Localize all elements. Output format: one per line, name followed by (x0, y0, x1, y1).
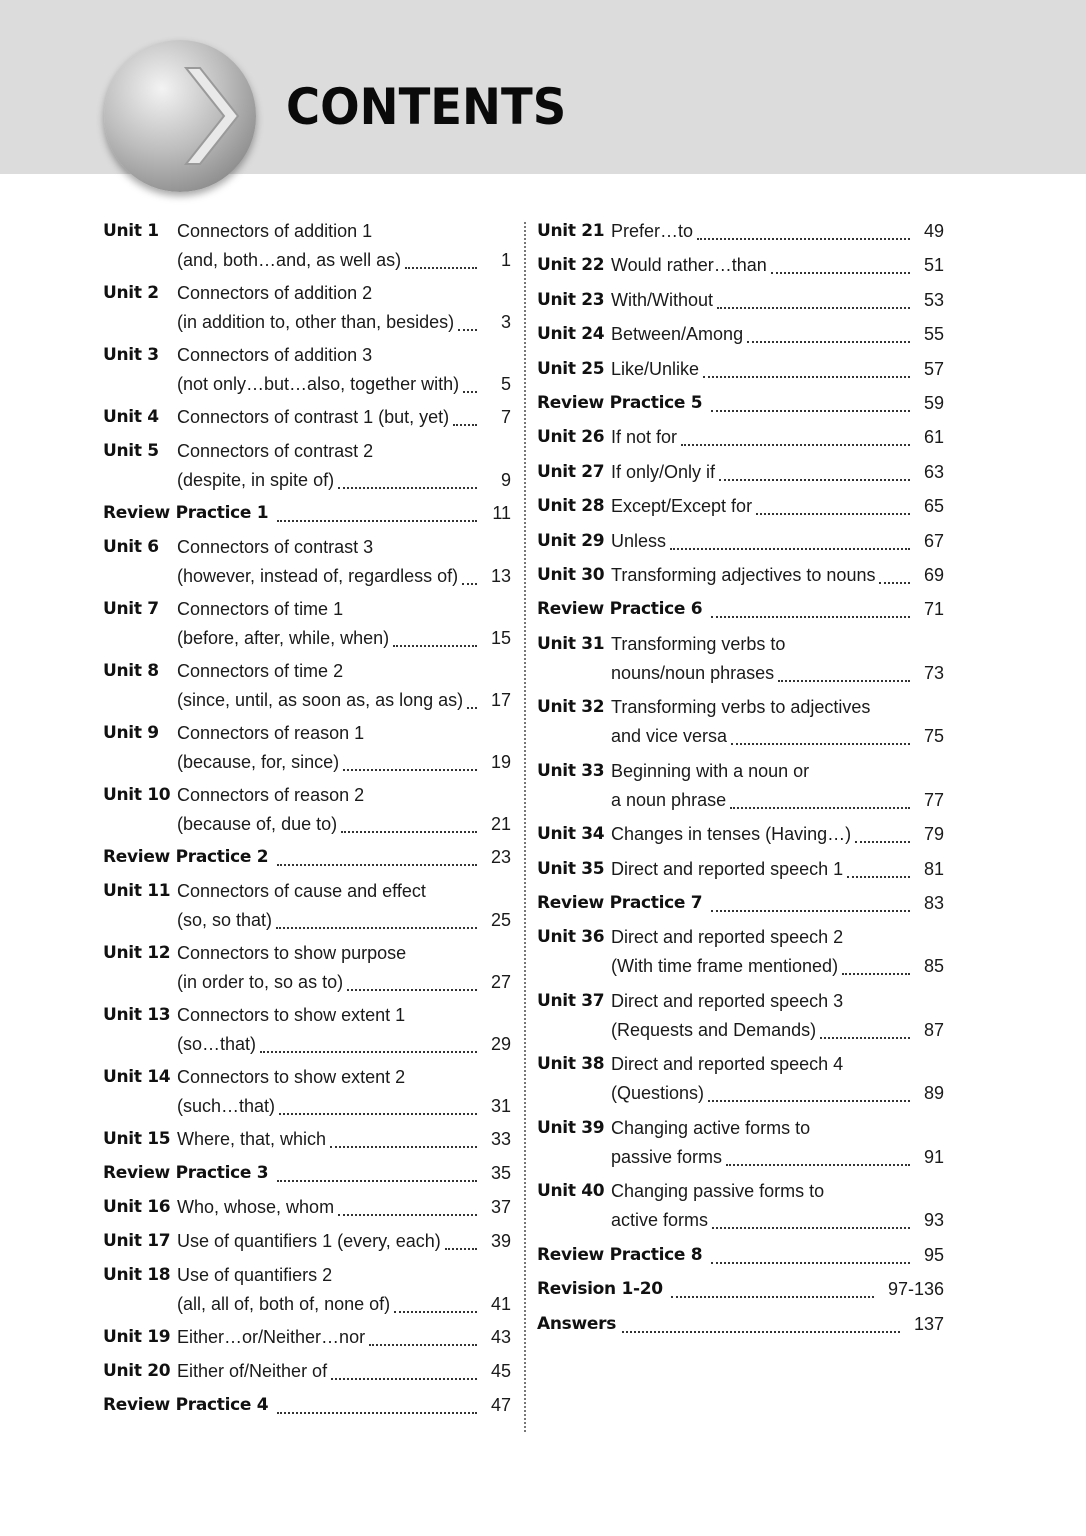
dot-leader (462, 583, 477, 585)
toc-entry-title: Except/Except for (611, 496, 753, 517)
toc-entry-label: Unit 8 (103, 661, 159, 681)
toc-entry-label: Answers (537, 1313, 617, 1334)
toc-entry-title: Connectors of contrast 3 (177, 537, 374, 557)
toc-entry[interactable] (537, 1114, 944, 1178)
dot-leader (463, 391, 477, 393)
toc-entry-label: Unit 1 (103, 221, 159, 241)
toc-entry[interactable] (537, 1050, 944, 1114)
toc-entry-page: 47 (490, 1395, 511, 1415)
toc-entry-page: 59 (923, 392, 944, 413)
toc-entry[interactable] (537, 1275, 944, 1309)
toc-entry-label: Unit 12 (103, 943, 171, 963)
dot-leader (453, 424, 477, 426)
toc-entry-title: (because of, due to) (177, 814, 338, 834)
toc-entry-page: 39 (490, 1231, 511, 1251)
toc-entry-label: Unit 2 (103, 283, 159, 303)
dot-leader (855, 841, 910, 843)
toc-entry-page: 33 (490, 1129, 511, 1149)
toc-entry-label: Unit 13 (103, 1005, 171, 1025)
toc-entry[interactable] (103, 1001, 511, 1063)
toc-entry-title: Would rather…than (611, 255, 767, 276)
toc-entry-page: 81 (923, 858, 944, 879)
toc-entry-title: (before, after, while, when) (177, 628, 390, 648)
dot-leader (719, 479, 910, 481)
toc-entry[interactable] (537, 820, 944, 854)
toc-entry-title: Unless (611, 530, 667, 551)
toc-entry-page: 67 (923, 530, 944, 551)
toc-entry-label: Unit 38 (537, 1054, 605, 1075)
toc-entry-title: (however, instead of, regardless of) (177, 566, 459, 586)
toc-entry-page: 61 (923, 427, 944, 448)
toc-entry-title: a noun phrase (611, 789, 727, 810)
page-title: CONTENTS (286, 78, 567, 136)
toc-entry-label: Review Practice 7 (537, 892, 703, 913)
dot-leader (458, 329, 477, 331)
toc-entry-title: Connectors to show extent 2 (177, 1067, 406, 1087)
toc-entry-page: 31 (490, 1096, 511, 1116)
toc-entry[interactable] (537, 423, 944, 457)
toc-entry-label: Unit 30 (537, 564, 605, 585)
toc-entry-label: Unit 4 (103, 407, 159, 427)
dot-leader (708, 1100, 910, 1102)
toc-entry-page: 95 (923, 1244, 944, 1265)
toc-entry[interactable] (103, 217, 511, 279)
dot-leader (747, 341, 910, 343)
toc-entry-label: Unit 19 (103, 1327, 171, 1347)
toc-entry-title: (so, so that) (177, 910, 273, 930)
toc-entry-title: (all, all of, both of, none of) (177, 1294, 391, 1314)
toc-entry-title: (because, for, since) (177, 752, 340, 772)
toc-entry-page: 9 (500, 470, 511, 490)
toc-entry-label: Review Practice 2 (103, 847, 269, 867)
toc-entry-label: Unit 27 (537, 461, 605, 482)
toc-entry-page: 65 (923, 496, 944, 517)
dot-leader (671, 1296, 874, 1298)
toc-entry-page: 49 (923, 221, 944, 241)
toc-entry-title: Beginning with a noun or (611, 760, 810, 781)
toc-entry[interactable] (103, 1391, 511, 1425)
toc-entry-title: (Requests and Demands) (611, 1019, 817, 1040)
dot-leader (711, 410, 910, 412)
toc-entry[interactable] (103, 595, 511, 657)
toc-entry[interactable] (103, 403, 511, 437)
toc-entry-page: 137 (913, 1313, 944, 1334)
toc-entry-label: Unit 40 (537, 1181, 605, 1202)
toc-entry[interactable] (103, 719, 511, 781)
toc-entry-title: Changing active forms to (611, 1117, 811, 1138)
toc-entry-title: (not only…but…also, together with) (177, 374, 460, 394)
toc-entry-title: Connectors of time 2 (177, 661, 344, 681)
dot-leader (393, 645, 477, 647)
dot-leader (712, 1227, 910, 1229)
dot-leader (670, 548, 910, 550)
column-divider (524, 222, 526, 1432)
toc-entry-title: Connectors of addition 3 (177, 345, 373, 365)
toc-entry[interactable] (537, 527, 944, 561)
toc-entry-title: Connectors of reason 1 (177, 723, 365, 743)
dot-leader (847, 876, 910, 878)
toc-entry-title: active forms (611, 1210, 709, 1231)
dot-leader (405, 267, 477, 269)
toc-entry-page: 53 (923, 289, 944, 310)
toc-entry-title: Direct and reported speech 2 (611, 927, 844, 948)
dot-leader (277, 520, 477, 522)
toc-entry-label: Unit 16 (103, 1197, 171, 1217)
toc-entry-label: Unit 5 (103, 441, 159, 461)
toc-entry-title: Where, that, which (177, 1129, 327, 1149)
toc-entry-title: (so…that) (177, 1034, 257, 1054)
toc-entry-label: Unit 32 (537, 697, 605, 718)
toc-entry-page: 15 (490, 628, 511, 648)
toc-entry-page: 27 (490, 972, 511, 992)
toc-entry-label: Unit 20 (103, 1361, 171, 1381)
toc-entry-title: (such…that) (177, 1096, 276, 1116)
toc-entry-label: Unit 34 (537, 824, 605, 845)
dot-leader (347, 989, 477, 991)
dot-leader (277, 864, 477, 866)
toc-entry-label: Unit 26 (537, 427, 605, 448)
dot-leader (697, 238, 910, 240)
toc-entry-title: Connectors of contrast 2 (177, 441, 374, 461)
toc-entry-label: Review Practice 3 (103, 1163, 269, 1183)
toc-entry-label: Review Practice 4 (103, 1395, 269, 1415)
dot-leader (711, 1262, 910, 1264)
toc-entry-title: Connectors of time 1 (177, 599, 344, 619)
toc-entry[interactable] (537, 1177, 944, 1241)
toc-entry-page: 11 (492, 503, 511, 523)
toc-entry-title: Either of/Neither of (177, 1361, 328, 1381)
dot-leader (703, 376, 910, 378)
toc-entry-page: 7 (500, 407, 511, 427)
toc-entry-page: 51 (923, 255, 944, 276)
toc-entry-title: Connectors of addition 1 (177, 221, 373, 241)
toc-entry-label: Unit 35 (537, 858, 605, 879)
toc-entry[interactable] (103, 499, 511, 533)
dot-leader (338, 487, 477, 489)
toc-entry-title: (in addition to, other than, besides) (177, 312, 455, 332)
toc-entry-title: Who, whose, whom (177, 1197, 335, 1217)
toc-entry-page: 69 (923, 564, 944, 585)
toc-entry[interactable] (537, 855, 944, 889)
toc-entry-title: Direct and reported speech 1 (611, 858, 844, 879)
toc-entry[interactable] (537, 923, 944, 987)
toc-entry-label: Unit 37 (537, 990, 605, 1011)
toc-entry-title: (in order to, so as to) (177, 972, 344, 992)
toc-entry-title: Connectors of addition 2 (177, 283, 373, 303)
toc-entry-title: Use of quantifiers 1 (every, each) (177, 1231, 441, 1251)
dot-leader (879, 582, 910, 584)
toc-entry[interactable] (537, 389, 944, 423)
toc-entry[interactable] (103, 341, 511, 403)
toc-entry-title: (With time frame mentioned) (611, 956, 839, 977)
toc-entry-label: Unit 29 (537, 530, 605, 551)
toc-entry-title: Changes in tenses (Having…) (611, 824, 852, 845)
dot-leader (338, 1214, 477, 1216)
dot-leader (820, 1037, 910, 1039)
dot-leader (260, 1051, 477, 1053)
dot-leader (711, 910, 910, 912)
toc-entry[interactable] (537, 217, 944, 251)
toc-entry-page: 79 (923, 824, 944, 845)
toc-entry-page: 89 (923, 1083, 944, 1104)
toc-entry-title: passive forms (611, 1146, 723, 1167)
toc-entry[interactable] (103, 1323, 511, 1357)
toc-entry-page: 41 (490, 1294, 511, 1314)
toc-entry-title: Direct and reported speech 3 (611, 990, 844, 1011)
toc-entry-title: Connectors to show extent 1 (177, 1005, 406, 1025)
toc-entry-page: 19 (490, 752, 511, 772)
contents-left-column (103, 217, 511, 1425)
toc-entry-page: 37 (490, 1197, 511, 1217)
toc-entry[interactable] (103, 1227, 511, 1261)
toc-entry[interactable] (537, 251, 944, 285)
toc-entry-page: 87 (923, 1019, 944, 1040)
toc-entry-title: Transforming verbs to adjectives (611, 697, 871, 718)
toc-entry-page: 77 (923, 789, 944, 810)
toc-entry[interactable] (103, 279, 511, 341)
toc-entry-label: Unit 9 (103, 723, 159, 743)
toc-entry[interactable] (103, 1063, 511, 1125)
toc-entry-page: 29 (490, 1034, 511, 1054)
dot-leader (771, 272, 910, 274)
toc-entry[interactable] (103, 1261, 511, 1323)
dot-leader (445, 1248, 477, 1250)
toc-entry[interactable] (103, 843, 511, 877)
toc-entry-page: 1 (500, 250, 511, 270)
toc-entry-label: Review Practice 5 (537, 392, 703, 413)
toc-entry[interactable] (537, 987, 944, 1051)
dot-leader (842, 973, 910, 975)
toc-entry[interactable] (537, 1241, 944, 1275)
dot-leader (330, 1146, 477, 1148)
toc-entry-title: nouns/noun phrases (611, 662, 775, 683)
toc-entry-page: 83 (923, 892, 944, 913)
toc-entry-page: 57 (923, 358, 944, 379)
toc-entry-title: Prefer…to (611, 221, 694, 241)
dot-leader (343, 769, 477, 771)
toc-entry-page: 25 (490, 910, 511, 930)
toc-entry-page: 85 (923, 956, 944, 977)
toc-entry-page: 73 (923, 662, 944, 683)
toc-entry[interactable] (103, 939, 511, 1001)
toc-entry-label: Unit 36 (537, 927, 605, 948)
toc-entry-label: Unit 3 (103, 345, 159, 365)
toc-entry-title: (despite, in spite of) (177, 470, 335, 490)
dot-leader (467, 707, 477, 709)
toc-entry-title: Connectors of reason 2 (177, 785, 365, 805)
toc-entry-title: (since, until, as soon as, as long as) (177, 690, 464, 710)
dot-leader (756, 513, 910, 515)
toc-entry-label: Unit 25 (537, 358, 605, 379)
toc-entry-title: (and, both…and, as well as) (177, 250, 402, 270)
dot-leader (279, 1113, 477, 1115)
dot-leader (717, 307, 910, 309)
toc-entry-page: 91 (923, 1146, 944, 1167)
toc-entry[interactable] (103, 1357, 511, 1391)
toc-entry-page: 97-136 (887, 1279, 944, 1300)
toc-entry[interactable] (537, 320, 944, 354)
toc-entry-page: 3 (500, 312, 511, 332)
toc-entry[interactable] (537, 630, 944, 694)
dot-leader (277, 1412, 477, 1414)
toc-entry-label: Unit 7 (103, 599, 159, 619)
dot-leader (276, 927, 477, 929)
dot-leader (711, 616, 910, 618)
dot-leader (331, 1378, 477, 1380)
arrow-badge-icon (104, 40, 256, 192)
toc-entry[interactable] (537, 595, 944, 629)
toc-entry-page: 71 (923, 599, 944, 620)
toc-entry-label: Unit 21 (537, 221, 605, 241)
toc-entry-label: Unit 33 (537, 760, 605, 781)
dot-leader (341, 831, 477, 833)
toc-entry-page: 35 (490, 1163, 511, 1183)
toc-entry[interactable] (537, 492, 944, 526)
toc-entry[interactable] (537, 286, 944, 320)
toc-entry-page: 93 (923, 1210, 944, 1231)
toc-entry-title: (Questions) (611, 1083, 705, 1104)
toc-entry-label: Unit 15 (103, 1129, 171, 1149)
toc-entry-title: Changing passive forms to (611, 1181, 825, 1202)
toc-entry[interactable] (537, 561, 944, 595)
toc-entry[interactable] (103, 877, 511, 939)
toc-entry-title: Connectors of contrast 1 (but, yet) (177, 407, 450, 427)
toc-entry[interactable] (103, 1125, 511, 1159)
toc-entry-label: Unit 11 (103, 881, 171, 901)
toc-entry-title: If not for (611, 427, 678, 448)
toc-entry[interactable] (103, 1193, 511, 1227)
toc-entry-page: 63 (923, 461, 944, 482)
toc-entry-title: Connectors of cause and effect (177, 881, 426, 901)
toc-entry[interactable] (537, 355, 944, 389)
toc-entry-label: Unit 23 (537, 289, 605, 310)
toc-entry-page: 17 (490, 690, 511, 710)
toc-entry-title: Connectors to show purpose (177, 943, 407, 963)
toc-entry-title: Between/Among (611, 324, 744, 345)
toc-entry-page: 5 (500, 374, 511, 394)
toc-entry-label: Unit 17 (103, 1231, 171, 1251)
toc-entry[interactable] (103, 533, 511, 595)
toc-entry[interactable] (103, 437, 511, 499)
toc-entry-label: Review Practice 6 (537, 599, 703, 620)
toc-entry-label: Unit 28 (537, 496, 605, 517)
toc-entry-title: and vice versa (611, 726, 728, 747)
toc-entry-label: Unit 22 (537, 255, 605, 276)
toc-entry-label: Revision 1-20 (537, 1279, 663, 1300)
toc-entry-label: Unit 18 (103, 1265, 171, 1285)
toc-entry[interactable] (537, 757, 944, 821)
toc-entry-title: Direct and reported speech 4 (611, 1054, 844, 1075)
contents-right-column (537, 217, 944, 1344)
toc-entry-label: Review Practice 8 (537, 1244, 703, 1265)
toc-entry-label: Review Practice 1 (103, 503, 269, 523)
toc-entry-page: 21 (490, 814, 511, 834)
dot-leader (726, 1164, 910, 1166)
toc-entry-page: 55 (923, 324, 944, 345)
toc-entry-title: Either…or/Neither…nor (177, 1327, 366, 1347)
toc-entry-page: 13 (490, 566, 511, 586)
toc-entry-title: If only/Only if (611, 461, 716, 482)
toc-entry-page: 75 (923, 726, 944, 747)
dot-leader (394, 1311, 477, 1313)
toc-entry-page: 23 (490, 847, 511, 867)
toc-entry-title: Use of quantifiers 2 (177, 1265, 333, 1285)
toc-entry-label: Unit 10 (103, 785, 171, 805)
dot-leader (730, 807, 910, 809)
toc-entry-title: Like/Unlike (611, 358, 700, 379)
dot-leader (369, 1344, 477, 1346)
toc-entry-title: With/Without (611, 289, 714, 310)
toc-entry-label: Unit 14 (103, 1067, 171, 1087)
toc-entry-label: Unit 6 (103, 537, 159, 557)
toc-entry[interactable] (537, 1310, 944, 1344)
toc-entry-page: 45 (490, 1361, 511, 1381)
toc-entry[interactable] (537, 889, 944, 923)
toc-entry-title: Transforming adjectives to nouns (611, 564, 876, 585)
dot-leader (731, 743, 910, 745)
toc-entry-label: Unit 39 (537, 1117, 605, 1138)
dot-leader (277, 1180, 477, 1182)
dot-leader (681, 444, 910, 446)
toc-entry-label: Unit 24 (537, 324, 605, 345)
toc-entry[interactable] (537, 458, 944, 492)
toc-entry-title: Transforming verbs to (611, 633, 786, 654)
dot-leader (778, 680, 910, 682)
dot-leader (622, 1331, 900, 1333)
toc-entry[interactable] (103, 1159, 511, 1193)
toc-entry-label: Unit 31 (537, 633, 605, 654)
toc-entry-page: 43 (490, 1327, 511, 1347)
toc-entry[interactable] (537, 693, 944, 757)
toc-entry[interactable] (103, 781, 511, 843)
toc-entry[interactable] (103, 657, 511, 719)
